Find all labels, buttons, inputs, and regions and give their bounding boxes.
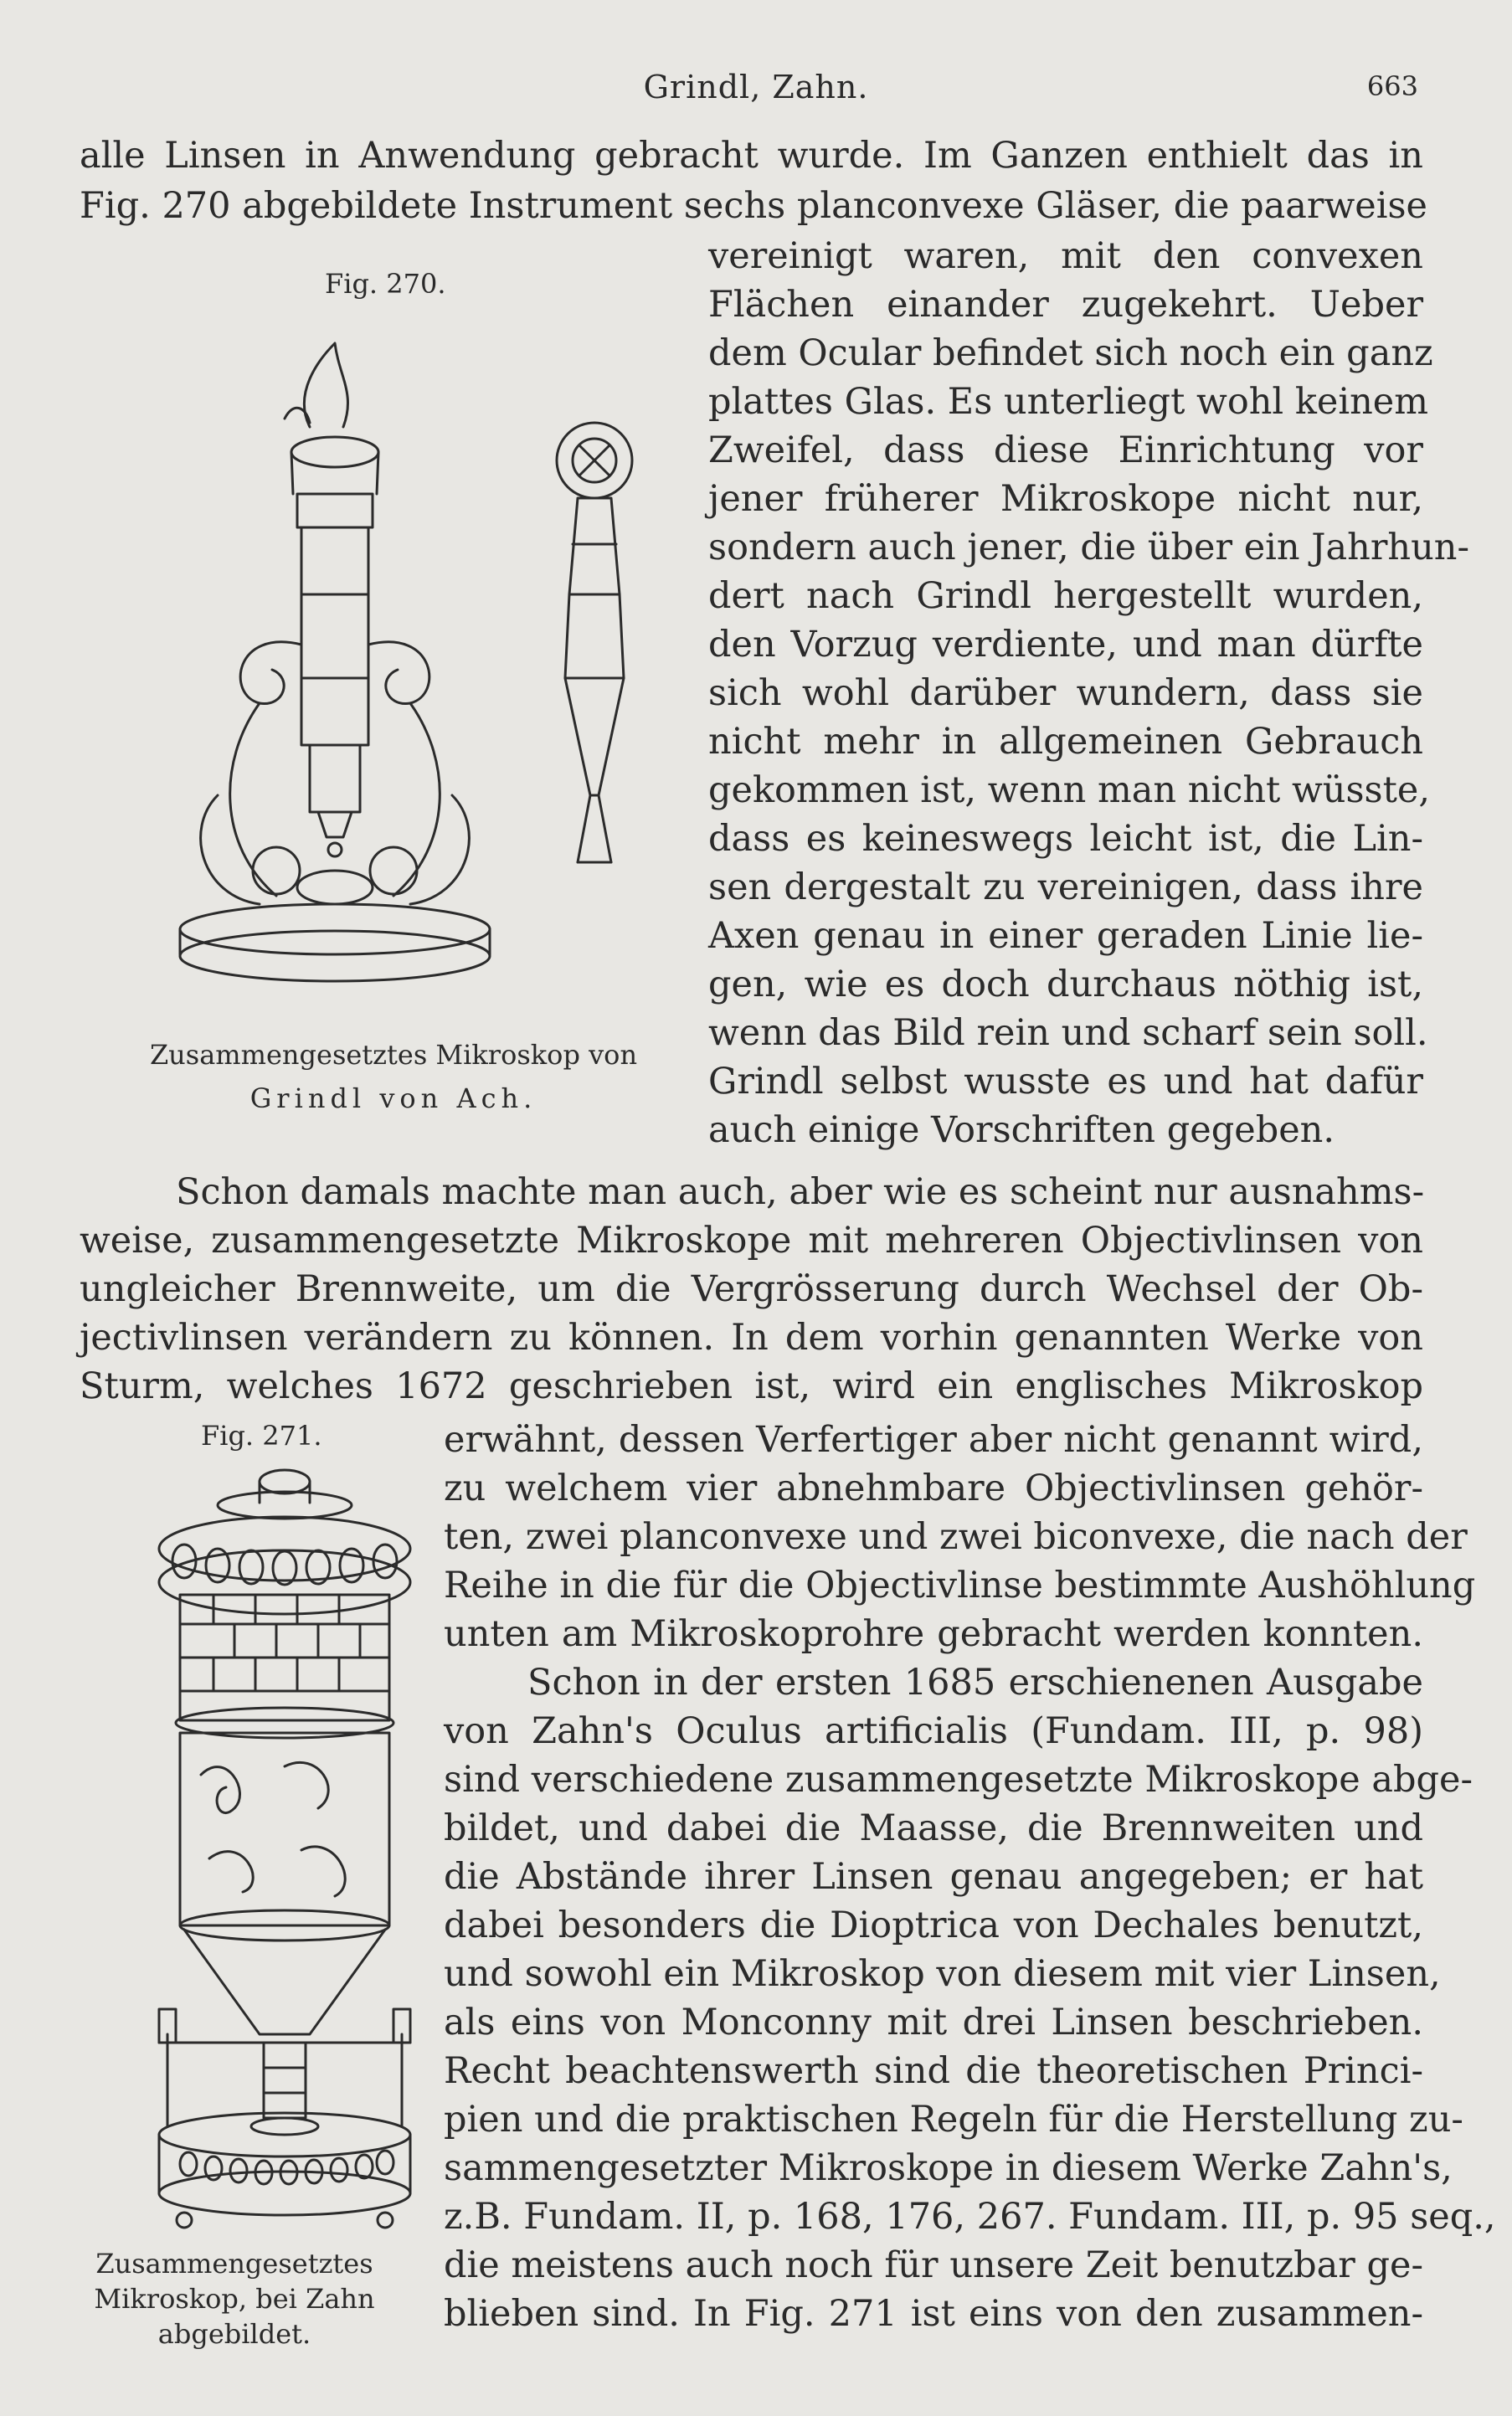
- figure-270-caption-line1: Zusammengesetztes Mikroskop von: [149, 1039, 638, 1071]
- text-line: Schon in der ersten 1685 erschienenen Ausgabe: [527, 1662, 1423, 1704]
- text-line: sind verschiedene zusammengesetzte Mikroskope abge-: [444, 1759, 1473, 1801]
- text-line: sondern auch jener, die über ein Jahrhun-: [708, 527, 1469, 568]
- text-line: dass es keineswegs leicht ist, die Lin-: [708, 818, 1423, 860]
- figure-271-label: Fig. 271.: [201, 1420, 322, 1452]
- figure-270-caption-line2: Grindl von Ach.: [249, 1082, 537, 1114]
- text-line: Fig. 270 abgebildete Instrument sechs planconvexe Gläser, die paarweise: [80, 185, 1427, 227]
- text-line: ten, zwei planconvexe und zwei biconvexe, die nach der: [444, 1516, 1468, 1558]
- text-line: sich wohl darüber wundern, dass sie: [708, 672, 1423, 714]
- text-line: bildet, und dabei die Maasse, die Brennweiten und: [444, 1807, 1423, 1849]
- text-line: gen, wie es doch durchaus nöthig ist,: [708, 964, 1423, 1005]
- text-line: z.B. Fundam. II, p. 168, 176, 267. Fundam. III, p. 95 seq.,: [444, 2196, 1496, 2238]
- text-line: alle Linsen in Anwendung gebracht wurde. Im Ganzen enthielt das in: [80, 135, 1423, 177]
- figure-271-caption-line2: Mikroskop, bei Zahn: [94, 2283, 375, 2315]
- text-line: den Vorzug verdiente, und man dürfte: [708, 624, 1423, 666]
- text-line: die Abstände ihrer Linsen genau angegeben; er hat: [444, 1856, 1423, 1898]
- text-line: die meistens auch noch für unsere Zeit benutzbar ge-: [444, 2244, 1424, 2286]
- text-line: weise, zusammengesetzte Mikroskope mit mehreren Objectivlinsen von: [80, 1220, 1423, 1262]
- text-line: Sturm, welches 1672 geschrieben ist, wird ein englisches Mikroskop: [80, 1365, 1423, 1407]
- figure-270-label: Fig. 270.: [325, 268, 446, 300]
- text-line: gekommen ist, wenn man nicht wüsste,: [708, 769, 1430, 811]
- text-line: unten am Mikroskoprohre gebracht werden konnten.: [444, 1613, 1423, 1655]
- text-line: Recht beachtenswerth sind die theoretischen Princi-: [444, 2050, 1423, 2092]
- text-line: nicht mehr in allgemeinen Gebrauch: [708, 721, 1423, 763]
- text-line: plattes Glas. Es unterliegt wohl keinem: [708, 381, 1428, 423]
- figure-271-microscope-drawing: [134, 1457, 435, 2235]
- text-line: zu welchem vier abnehmbare Objectivlinsen gehör-: [444, 1468, 1423, 1509]
- figure-271-caption-line3: abgebildet.: [157, 2318, 311, 2350]
- running-header: Grindl, Zahn.: [643, 69, 869, 105]
- text-line: wenn das Bild rein und scharf sein soll.: [708, 1012, 1428, 1054]
- text-line: Flächen einander zugekehrt. Ueber: [708, 284, 1423, 326]
- text-line: ungleicher Brennweite, um die Vergrösserung durch Wechsel der Ob-: [80, 1268, 1423, 1310]
- text-line: dert nach Grindl hergestellt wurden,: [708, 575, 1423, 617]
- text-line: blieben sind. In Fig. 271 ist eins von den zusammen-: [444, 2293, 1423, 2335]
- text-line: vereinigt waren, mit den convexen: [708, 235, 1423, 277]
- text-line: Reihe in die für die Objectivlinse bestimmte Aushöhlung: [444, 1565, 1476, 1606]
- text-line: Axen genau in einer geraden Linie lie-: [708, 915, 1423, 957]
- text-line: sammengesetzter Mikroskope in diesem Werke Zahn's,: [444, 2147, 1453, 2189]
- text-line: von Zahn's Oculus artificialis (Fundam. III, p. 98): [444, 1710, 1423, 1752]
- text-line: Grindl selbst wusste es und hat dafür: [708, 1061, 1423, 1103]
- text-line: sen dergestalt zu vereinigen, dass ihre: [708, 866, 1423, 908]
- figure-271-caption-line1: Zusammengesetztes: [95, 2248, 373, 2280]
- text-line: jectivlinsen verändern zu können. In dem vorhin genannten Werke von: [80, 1317, 1423, 1359]
- figure-270-microscope-drawing: [167, 326, 670, 996]
- text-line: Zweifel, dass diese Einrichtung vor: [708, 429, 1423, 471]
- text-line: pien und die praktischen Regeln für die Herstellung zu-: [444, 2099, 1463, 2141]
- text-line: jener früherer Mikroskope nicht nur,: [708, 478, 1423, 520]
- page-number: 663: [1366, 70, 1418, 102]
- text-line: Schon damals machte man auch, aber wie es scheint nur ausnahms-: [176, 1171, 1425, 1213]
- text-line: dabei besonders die Dioptrica von Dechales benutzt,: [444, 1905, 1423, 1946]
- text-line: auch einige Vorschriften gegeben.: [708, 1109, 1335, 1151]
- text-line: dem Ocular befindet sich noch ein ganz: [708, 332, 1433, 374]
- text-line: als eins von Monconny mit drei Linsen beschrieben.: [444, 2002, 1423, 2043]
- text-line: und sowohl ein Mikroskop von diesem mit vier Linsen,: [444, 1953, 1441, 1995]
- text-line: erwähnt, dessen Verfertiger aber nicht genannt wird,: [444, 1419, 1423, 1461]
